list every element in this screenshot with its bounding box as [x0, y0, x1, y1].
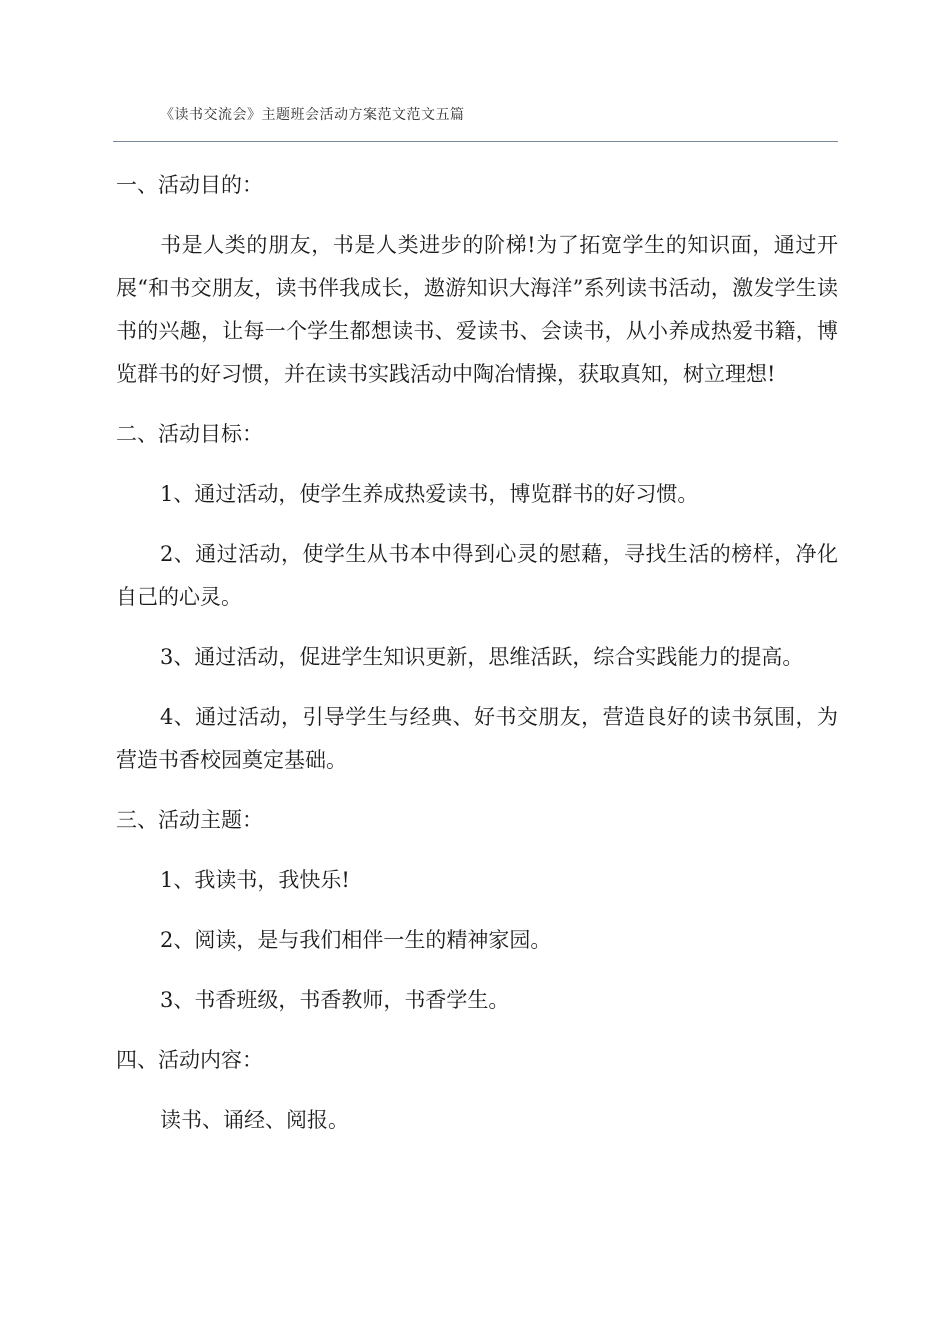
section-purpose [116, 164, 838, 396]
running-header: 《读书交流会》主题班会活动方案范文范文五篇 [160, 107, 465, 123]
paragraph: 读书、诵经、阅报。 [160, 1108, 349, 1132]
list-item: 1、通过活动，使学生养成热爱读书，博览群书的好习惯。 [160, 482, 699, 506]
list-item: 4、通过活动，引导学生与经典、好书交朋友，营造良好的读书氛围，为营造书香校园奠定基础。 [116, 705, 838, 772]
list-item: 2、阅读，是与我们相伴一生的精神家园。 [160, 928, 552, 952]
list-item: 3、通过活动，促进学生知识更新，思维活跃，综合实践能力的提高。 [160, 645, 804, 669]
header-divider [113, 141, 838, 142]
section-heading: 三、活动主题： [116, 808, 263, 832]
section-theme [116, 799, 838, 1022]
paragraph: 书是人类的朋友，书是人类进步的阶梯!为了拓宽学生的知识面，通过开展“和书交朋友，读书伴我成长，遨游知识大海洋”系列读书活动，激发学生读书的兴趣，让每一个学生都想读书、爱读书、会读书，从小养成热爱书籍，博览群书的好习惯，并在读书实践活动中陶冶情操，获取真知，树立理想! [116, 233, 838, 386]
document-body [116, 164, 838, 1159]
list-item: 2、通过活动，使学生从书本中得到心灵的慰藉，寻找生活的榜样，净化自己的心灵。 [116, 542, 838, 609]
section-heading: 二、活动目标： [116, 422, 263, 446]
section-content [116, 1039, 838, 1142]
section-heading: 四、活动内容： [116, 1048, 263, 1072]
list-item: 3、书香班级，书香教师，书香学生。 [160, 988, 510, 1012]
section-heading: 一、活动目的： [116, 173, 263, 197]
section-goals [116, 413, 838, 782]
list-item: 1、我读书，我快乐! [160, 868, 350, 892]
